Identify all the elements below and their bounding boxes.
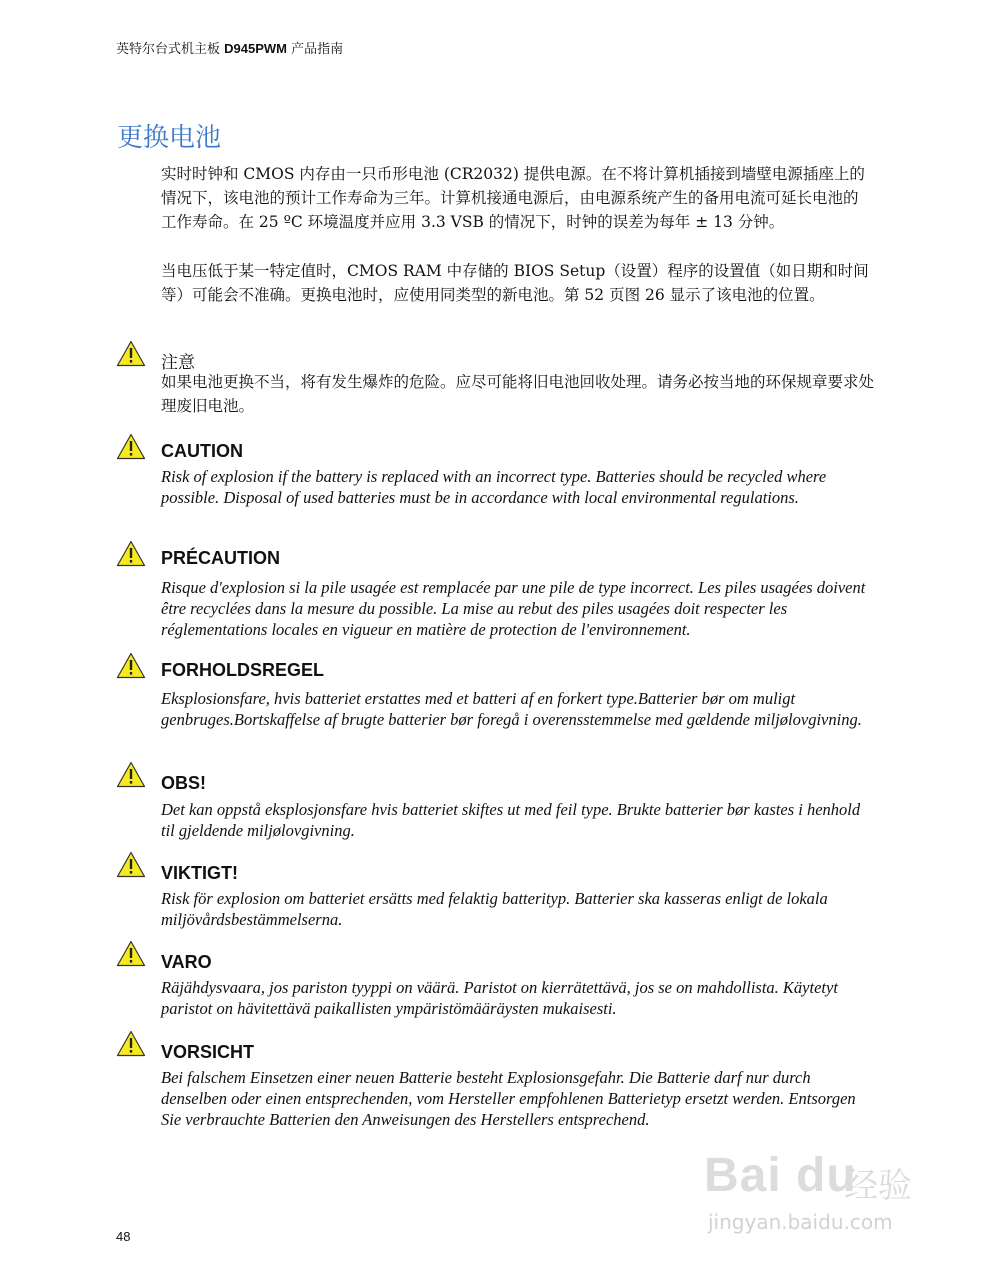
- running-header: [116, 38, 343, 57]
- warning-triangle-icon: [116, 652, 146, 679]
- page-number: 48: [116, 1229, 131, 1244]
- warning-heading: VORSICHT: [161, 1042, 255, 1062]
- warning-text: Räjähdysvaara, jos pariston tyyppi on väärä. Paristot on kierrätettävä, jos se on mahdollista. Käytetyt paristot on hävitettävä paikallisten ympäristömääräysten mukaisesti.: [161, 978, 838, 1018]
- warning-text: Eksplosionsfare, hvis batteriet erstattes med et batteri af en forkert type.Batterier bør om muligt genbruges.Bortskaffelse af brugte batterier bør foregå i overensstemmelse med gældende miljølovgivning.: [161, 689, 862, 729]
- warning-triangle-icon: [116, 340, 146, 367]
- warning-heading: PRÉCAUTION: [161, 548, 281, 568]
- header-model: D945PWM: [224, 41, 287, 56]
- warning-heading: 注意: [161, 353, 195, 373]
- body-paragraph-1: 实时时钟和 CMOS 内存由一只币形电池 (CR2032) 提供电源。在不将计算机插接到墙壁电源插座上的情况下，该电池的预计工作寿命为三年。计算机接通电源后，由电源系统产生的备用电流可延长电池的工作寿命。在 25 ºC 环境温度并应用 3.3 VSB 的情况下，时钟的误差为每年 ± 13 分钟。: [161, 165, 865, 231]
- header-suffix: 产品指南: [287, 42, 344, 57]
- warning-heading: VIKTIGT!: [161, 863, 238, 883]
- warning-triangle-icon: [116, 761, 146, 788]
- section-title: 更换电池: [117, 123, 222, 153]
- warning-text: Risk för explosion om batteriet ersätts med felaktig batterityp. Batterier ska kasseras enligt de lokala miljövårdsbestämmelserna.: [161, 889, 828, 929]
- warning-triangle-icon: [116, 940, 146, 967]
- warning-heading: OBS!: [161, 773, 206, 793]
- header-prefix: 英特尔台式机主板: [116, 42, 225, 57]
- warning-heading: VARO: [161, 952, 212, 972]
- warning-text: Risk of explosion if the battery is replaced with an incorrect type. Batteries should be recycled where possible. Disposal of used batteries must be in accordance with local environmental regulations.: [161, 467, 827, 507]
- body-paragraph-2: 当电压低于某一特定值时，CMOS RAM 中存储的 BIOS Setup（设置）程序的设置值（如日期和时间等）可能会不准确。更换电池时，应使用同类型的新电池。第 52 页图 26 显示了该电池的位置。: [161, 262, 869, 304]
- warning-text: 如果电池更换不当，将有发生爆炸的危险。应尽可能将旧电池回收处理。请务必按当地的环保规章要求处理废旧电池。: [161, 373, 875, 415]
- warning-text: Bei falschem Einsetzen einer neuen Batterie besteht Explosionsgefahr. Die Batterie darf nur durch denselben oder einen entsprechenden, vom Hersteller empfohlenen Batterietyp ersetzt werden. Entsorgen Sie verbrauchte Batterien den Anweisungen des Herstellers entsprechend.: [161, 1068, 856, 1129]
- warning-text: Det kan oppstå eksplosjonsfare hvis batteriet skiftes ut med feil type. Brukte batterier bør kastes i henhold til gjeldende miljølovgivning.: [161, 800, 861, 840]
- watermark-cn: 经验: [844, 1166, 912, 1206]
- watermark-brand: Bai du: [704, 1149, 857, 1202]
- warning-triangle-icon: [116, 433, 146, 460]
- warning-heading: CAUTION: [161, 441, 243, 461]
- warning-triangle-icon: [116, 540, 146, 567]
- warning-triangle-icon: [116, 1030, 146, 1057]
- baidu-watermark: [704, 1148, 934, 1248]
- watermark-url: jingyan.baidu.com: [708, 1210, 893, 1234]
- warning-text: Risque d'explosion si la pile usagée est remplacée par une pile de type incorrect. Les piles usagées doivent être recyclées dans la mesure du possible. La mise au rebut des piles usagées doit respecter les réglementations locales en vigueur en matière de protection de l'environnement.: [161, 578, 866, 639]
- warning-triangle-icon: [116, 851, 146, 878]
- warning-heading: FORHOLDSREGEL: [161, 660, 325, 680]
